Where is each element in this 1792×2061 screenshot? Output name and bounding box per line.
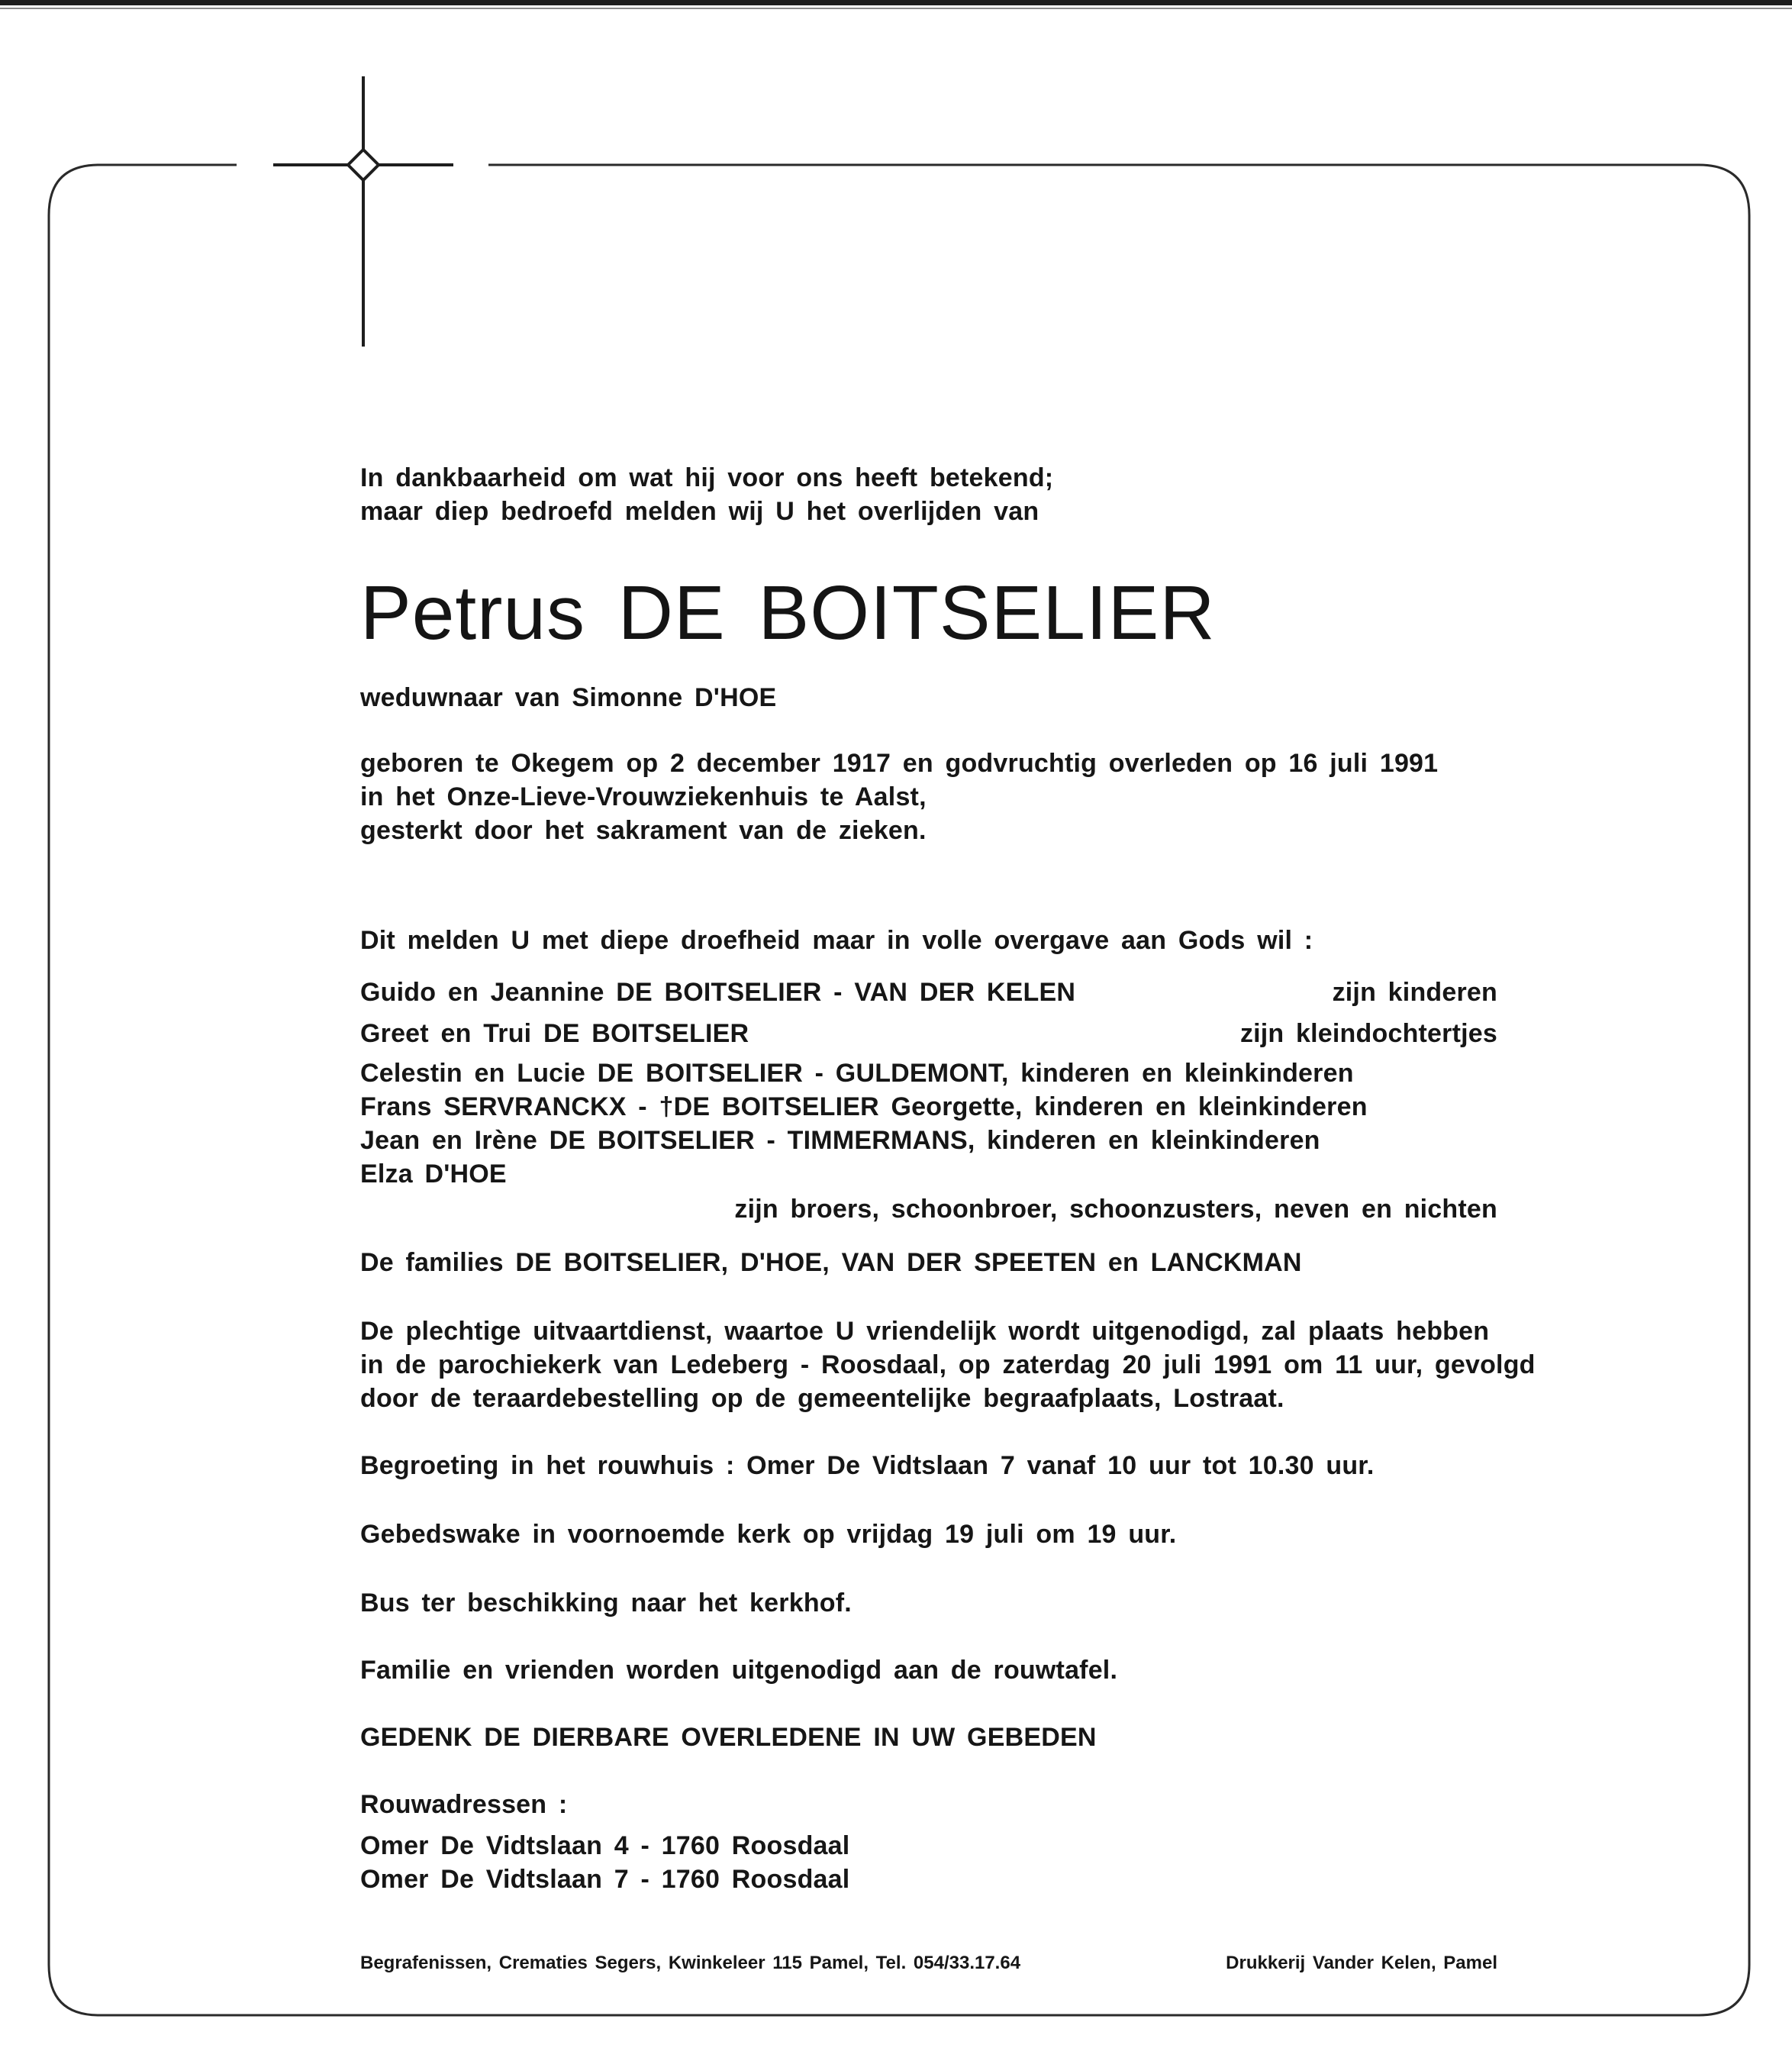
widower-line: weduwnaar van Simonne D'HOE [360, 683, 777, 712]
family-relation: zijn kleindochtertjes [1239, 1019, 1497, 1048]
intro-line-2: maar diep bedroefd melden wij U het overlijden van [360, 497, 1039, 526]
address-line: Omer De Vidtslaan 4 - 1760 Roosdaal [360, 1831, 850, 1860]
funeral-line-2-start: in de parochiekerk van Ledeberg - Roosdaal, op [360, 1350, 1003, 1379]
deceased-name: Petrus DE BOITSELIER [360, 570, 1216, 656]
family-member: Greet en Trui DE BOITSELIER [360, 1019, 749, 1048]
vigil-line: Gebedswake in voornoemde kerk op vrijdag 19 juli om 19 uur. [360, 1520, 1177, 1549]
addresses-title: Rouwadressen : [360, 1790, 568, 1819]
birth-death-line-2: in het Onze-Lieve-Vrouwziekenhuis te Aalst, [360, 782, 927, 811]
family-row [360, 1018, 1497, 1049]
siblings-relation: zijn broers, schoonbroer, schoonzusters, neven en nichten [734, 1195, 1497, 1224]
greeting-line: Begroeting in het rouwhuis : Omer De Vidtslaan 7 vanaf 10 uur tot 10.30 uur. [360, 1451, 1375, 1480]
family-row [360, 977, 1497, 1008]
funeral-line-1: De plechtige uitvaartdienst, waartoe U vriendelijk wordt uitgenodigd, zal plaats hebben [360, 1317, 1490, 1346]
printer-credit: Drukkerij Vander Kelen, Pamel [1226, 1953, 1497, 1973]
remember-line: GEDENK DE DIERBARE OVERLEDENE IN UW GEBEDEN [360, 1723, 1097, 1752]
birth-death-line-1: geboren te Okegem op 2 december 1917 en godvruchtig overleden op 16 juli 1991 [360, 749, 1439, 778]
funeral-line-2-end: gevolgd [1423, 1350, 1536, 1379]
family-row: Frans SERVRANCKX - †DE BOITSELIER Georgette, kinderen en kleinkinderen [360, 1092, 1368, 1121]
reception-line: Familie en vrienden worden uitgenodigd aan de rouwtafel. [360, 1656, 1118, 1685]
bus-line: Bus ter beschikking naar het kerkhof. [360, 1588, 852, 1618]
birth-death-line-3: gesterkt door het sakrament van de zieken. [360, 816, 927, 845]
funeral-line-3: door de teraardebestelling op de gemeentelijke begraafplaats, Lostraat. [360, 1384, 1284, 1413]
intro-line-1: In dankbaarheid om wat hij voor ons heeft betekend; [360, 463, 1054, 492]
announcement-line: Dit melden U met diepe droefheid maar in volle overgave aan Gods wil : [360, 926, 1313, 955]
undertaker-credit: Begrafenissen, Crematies Segers, Kwinkeleer 115 Pamel, Tel. 054/33.17.64 [360, 1953, 1021, 1973]
family-member: Guido en Jeannine DE BOITSELIER - VAN DER KELEN [360, 978, 1076, 1007]
funeral-date-time: zaterdag 20 juli 1991 om 11 uur, [1002, 1350, 1423, 1379]
address-line: Omer De Vidtslaan 7 - 1760 Roosdaal [360, 1865, 850, 1894]
family-relation: zijn kinderen [1332, 978, 1497, 1007]
funeral-line-2 [360, 1350, 1536, 1380]
families-line: De families DE BOITSELIER, D'HOE, VAN DER SPEETEN en LANCKMAN [360, 1248, 1302, 1277]
family-row: Celestin en Lucie DE BOITSELIER - GULDEMONT, kinderen en kleinkinderen [360, 1059, 1354, 1088]
family-row: Elza D'HOE [360, 1160, 507, 1189]
cross-icon [273, 76, 453, 347]
family-row: Jean en Irène DE BOITSELIER - TIMMERMANS, kinderen en kleinkinderen [360, 1126, 1320, 1155]
